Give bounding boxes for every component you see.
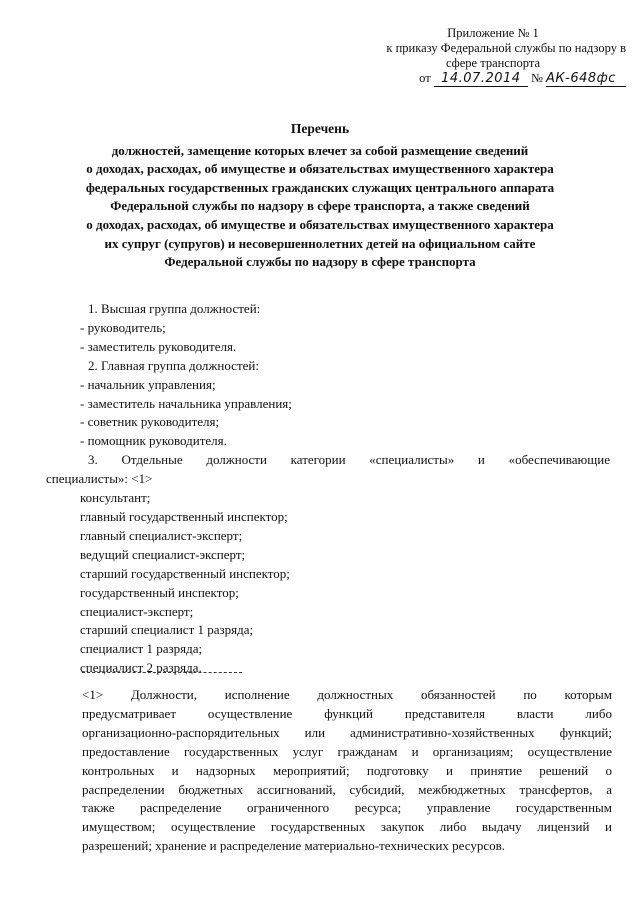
footnote-word: <1>: [82, 687, 104, 702]
list-item: государственный инспектор;: [80, 584, 239, 600]
group-heading-word: «специалисты»: [369, 452, 455, 468]
title-line: федеральных государственных гражданских служащих центрального аппарата: [85, 179, 555, 195]
footnote-word: организационно-распорядительных: [82, 724, 280, 740]
appendix-number: Приложение № 1: [447, 26, 539, 40]
list-item: - помощник руководителя.: [80, 433, 227, 449]
footnote-word: функций;: [559, 724, 612, 740]
footnote-word: ассигнований,: [256, 781, 336, 797]
footnote-word: мероприятий;: [272, 762, 350, 778]
footnote-word: контрольных: [82, 762, 155, 778]
footnote-word: принятие: [470, 762, 522, 778]
footnote-line: [82, 686, 612, 705]
footnote-last-line: разрешений; хранение и распределение материально-технических ресурсов.: [82, 838, 506, 854]
group-heading-word: Отдельные: [121, 452, 183, 468]
footnote-word: гражданам: [337, 743, 398, 759]
footnote-word: имуществом;: [82, 819, 156, 835]
title-line: Федеральной службы по надзору в сфере транспорта, а также сведений: [110, 198, 530, 214]
list-item: главный специалист-эксперт;: [80, 527, 243, 543]
footnote-word: предоставление: [82, 743, 170, 759]
handwritten-number: АК-648фс: [546, 71, 626, 87]
footnote-word: организациям;: [432, 743, 514, 759]
footnote-line: [82, 799, 612, 818]
group-heading-word: категории: [290, 452, 346, 468]
footnote-word: которым: [564, 687, 612, 702]
footnote-word: также: [82, 800, 115, 816]
footnote-word: а: [606, 781, 612, 797]
footnote-word: субсидий,: [349, 781, 405, 797]
footnote-word: государственных: [270, 819, 366, 835]
footnote-word: представителя: [404, 705, 485, 721]
list-item: - заместитель начальника управления;: [80, 395, 292, 411]
footnote-word: решений: [539, 762, 589, 778]
footnote-word: либо: [439, 819, 467, 835]
footnote-word: предусматривает: [82, 705, 176, 721]
document-title: [20, 120, 620, 272]
footnote-word: государственным: [515, 800, 612, 816]
footnote-word: либо: [585, 705, 612, 721]
title-line: о доходах, расходах, об имуществе и обязательствах имущественного характера: [86, 216, 554, 232]
footnote-word: ограниченного: [246, 800, 330, 816]
footnote-word: административно-хозяйственных: [350, 724, 535, 740]
date-prefix: от: [419, 71, 431, 85]
group-heading: 1. Высшая группа должностей:: [88, 301, 261, 316]
footnote-word: или: [304, 724, 326, 740]
footnote-word: функций: [324, 705, 373, 721]
list-item: - советник руководителя;: [80, 414, 220, 430]
list-item: - заместитель руководителя.: [80, 338, 237, 354]
positions-list: [46, 300, 610, 678]
group-heading: 2. Главная группа должностей:: [88, 357, 259, 373]
list-item: старший специалист 1 разряда;: [80, 622, 254, 638]
group-heading-word: должности: [206, 452, 267, 468]
title-line: о доходах, расходах, об имуществе и обязательствах имущественного характера: [86, 161, 554, 177]
list-item: специалист-эксперт;: [80, 603, 194, 619]
title-line: Федеральной службы по надзору в сфере транспорта: [164, 254, 476, 270]
number-prefix: №: [530, 71, 543, 85]
footnote-word: выдачу: [481, 819, 522, 835]
footnote-word: власти: [516, 705, 554, 721]
list-item: главный государственный инспектор;: [80, 508, 288, 524]
footnote-word: о: [605, 762, 612, 778]
footnote-word: осуществление: [207, 705, 293, 721]
footnote: [82, 686, 612, 856]
footnote-word: управление: [426, 800, 491, 816]
footnote-line: [82, 724, 612, 743]
footnote-word: осуществление: [170, 819, 256, 835]
footnote-word: и: [605, 819, 612, 835]
footnote-word: закупок: [380, 819, 425, 835]
footnote-word: и: [445, 762, 453, 778]
footnote-word: услуг: [292, 743, 324, 759]
footnote-word: распределение: [140, 800, 222, 816]
list-item: консультант;: [80, 490, 151, 506]
list-item: старший государственный инспектор;: [80, 565, 290, 581]
footnote-word: надзорных: [195, 762, 256, 778]
footnote-word: Должности,: [130, 687, 198, 702]
list-item: специалист 1 разряда;: [80, 641, 203, 657]
footnote-word: по: [523, 687, 537, 702]
order-reference: к приказу Федеральной службы по надзору в: [386, 41, 626, 55]
group-heading-cont: специалисты»: <1>: [46, 471, 153, 487]
list-item: - начальник управления;: [80, 376, 216, 392]
group-heading-word: и: [477, 452, 485, 468]
footnote-word: межбюджетных: [418, 781, 506, 797]
footnote-word: осуществление: [527, 743, 612, 759]
footnote-line: [82, 743, 612, 762]
footnote-word: должностных: [317, 687, 394, 702]
footnote-line: [82, 781, 612, 800]
footnote-line: [82, 762, 612, 781]
title-main: Перечень: [290, 121, 350, 136]
order-reference-cont: сфере транспорта: [445, 56, 541, 70]
footnote-word: бюджетных: [178, 781, 244, 797]
footnote-word: и: [171, 762, 179, 778]
title-line: их супруг (супругов) и несовершеннолетних детей на официальном сайте: [104, 235, 536, 251]
appendix-header: [340, 26, 626, 87]
handwritten-date: 14.07.2014: [434, 71, 528, 87]
footnote-word: трансфертов,: [519, 781, 593, 797]
title-line: должностей, замещение которых влечет за собой размещение сведений: [111, 142, 529, 158]
footnote-word: подготовку: [366, 762, 429, 778]
order-date-number: [340, 71, 626, 87]
group-heading-word: «обеспечивающие: [508, 452, 610, 468]
footnote-word: лицензий: [537, 819, 590, 835]
footnote-line: [82, 818, 612, 837]
footnote-word: исполнение: [224, 687, 290, 702]
list-item: ведущий специалист-эксперт;: [80, 546, 246, 562]
footnote-word: ресурса;: [354, 800, 402, 816]
group-heading-word: 3.: [88, 452, 98, 468]
footnote-word: распределении: [82, 781, 165, 797]
footnote-word: обязанностей: [420, 687, 496, 702]
footnote-word: государственных: [184, 743, 279, 759]
footnote-word: и: [411, 743, 419, 759]
list-item: специалист 2 разряда.: [80, 660, 202, 676]
list-item: - руководитель;: [80, 319, 166, 335]
footnote-divider: [82, 672, 242, 673]
group-heading: [50, 451, 610, 470]
footnote-line: [82, 705, 612, 724]
